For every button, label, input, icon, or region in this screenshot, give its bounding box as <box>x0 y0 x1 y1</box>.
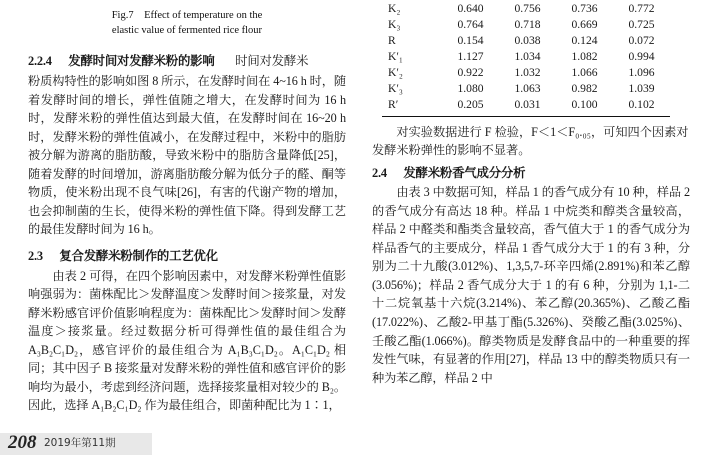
cell: 0.669 <box>571 17 598 31</box>
row-label: K₂ <box>388 1 401 15</box>
table-body <box>382 0 670 114</box>
figure-caption-line1: Effect of temperature on the <box>144 10 263 21</box>
table-bottom-rule <box>382 116 670 117</box>
cell: 1.034 <box>514 49 541 63</box>
cell: 0.031 <box>514 97 541 111</box>
section-number-2-3: 2.3 <box>28 248 43 263</box>
left-column <box>28 0 346 420</box>
row-label: K′₁ <box>388 49 403 63</box>
section-title-2-3: 复合发酵米粉制作的工艺优化 <box>59 247 218 263</box>
section-title-2-2-4: 发酵时间对发酵米粉的影响 <box>68 53 215 69</box>
table-row <box>382 80 670 96</box>
cell: 0.982 <box>571 81 598 95</box>
cell: 0.994 <box>628 49 655 63</box>
cell: 0.725 <box>628 17 655 31</box>
section-title-2-4: 发酵米粉香气成分分析 <box>403 164 526 180</box>
cell: 1.063 <box>514 81 541 95</box>
cell: 0.124 <box>571 33 598 47</box>
cell: 0.772 <box>628 1 655 15</box>
cell: 0.640 <box>457 1 484 15</box>
cell: 0.205 <box>457 97 484 111</box>
cell: 0.764 <box>457 17 484 31</box>
cell: 1.080 <box>457 81 484 95</box>
row-label: K′₂ <box>388 65 403 79</box>
cell: 0.038 <box>514 33 541 47</box>
cell: 1.039 <box>628 81 655 95</box>
page-number: 208 <box>8 432 37 453</box>
page-footer <box>0 429 713 463</box>
cell: 0.154 <box>457 33 484 47</box>
section-heading-2-3 <box>28 247 346 266</box>
paragraph-2-3: 由表 2 可得，在四个影响因素中，对发酵米粉弹性值影响强弱为：菌株配比＞发酵温度＞发酵时间＞接浆量，对发酵米粉感官评价值影响程度为：菌株配比＞发酵时间＞发酵温度＞接浆量。经过数据分析可得弹性值的最佳组合为 A₃B₂C₁D₂，感官评价的最佳组合为 A₁B₃C₁D₂。A₁C₁D₂ 相同；其中因子 B 接浆量对发酵米粉的弹性值和感官评价的影响均为最小，考虑到经济问题，选择接浆量相对较少的 B₂。因此，选择 A₁B₂C₁D₂ 作为最佳组合，即菌种配比为 1∶1， <box>28 268 346 413</box>
cell: 0.102 <box>628 97 655 111</box>
cell: 0.718 <box>514 17 541 31</box>
cell: 1.082 <box>571 49 598 63</box>
table-row <box>382 32 670 48</box>
cell: 1.032 <box>514 65 541 79</box>
section-number-2-4: 2.4 <box>372 165 387 180</box>
row-label: R <box>388 33 396 47</box>
paragraph-2-4: 由表 3 中数据可知，样品 1 的香气成分有 10 种，样品 2 的香气成分有高达 18 种。样品 1 中烷类和醇类含量较高，样品 2 中醛类和酯类含量较高，香气值大于 1 的香气成分为样品香气的主要成分，样品 1 香气成分大于 1 的有 3 种，分别为二十九酸(3.012%)、1,3,5,7-环辛四烯(2.891%)和苯乙醇(3.056%)；样品 2 香气成分大于 1 的有 6 种，分别为 1,1-二十二烷氧基十六烷(3.214%)、苯乙醇(20.365%)、乙酸乙酯(17.022%)、乙酸2-甲基丁酯(5.326%)、癸酸乙酯(3.025%)、壬酸乙酯(1.066%)。醇类物质是发酵食品中的一种重要的挥发性气味，有显著的作用[27]，样品 13 中的醇类物质只有一种为苯乙醇，样品 2 中 <box>372 185 690 385</box>
table-row <box>382 0 670 16</box>
table-note: 对实验数据进行 F 检验，F＜1＜F₀.₀₅，可知四个因素对发酵米粉弹性的影响不显著。 <box>372 124 689 158</box>
row-label: K₃ <box>388 17 401 31</box>
cell: 0.736 <box>571 1 598 15</box>
cell: 0.922 <box>457 65 484 79</box>
table-row <box>382 64 670 80</box>
issue-label: 2019年第11期 <box>44 437 116 449</box>
figure-caption <box>28 8 346 38</box>
row-label: K′₃ <box>388 81 403 95</box>
table-row <box>382 96 670 114</box>
row-label: R′ <box>388 97 399 111</box>
section-heading-2-4 <box>372 164 690 183</box>
cell: 0.100 <box>571 97 598 111</box>
orthogonal-results-table <box>382 0 670 114</box>
section-2-2-4-lead: 时间对发酵米 <box>235 54 309 69</box>
cell: 1.066 <box>571 65 598 79</box>
figure-label: Fig.7 <box>111 10 134 21</box>
cell: 1.127 <box>457 49 484 63</box>
cell: 1.096 <box>628 65 655 79</box>
right-column <box>372 0 690 440</box>
section-heading-2-2-4 <box>28 52 346 71</box>
cell: 0.756 <box>514 1 541 15</box>
section-number-2-2-4: 2.2.4 <box>28 54 52 69</box>
table-row <box>382 48 670 64</box>
figure-caption-line2: elastic value of fermented rice flour <box>111 25 263 37</box>
paragraph-2-2-4: 粉质构特性的影响如图 8 所示，在发酵时间在 4~16 h 时，随着发酵时间的增长，弹性值随之增大，在发酵时间为 16 h 时，发酵米粉的弹性值达到最大值，在发酵时间在 16~20 h 时，发酵米粉的弹性值减小，在发酵过程中，米粉中的脂肪被分解为游离的脂肪酸，导致米粉中的脂肪含量降低[25]，随着发酵的时间增加，游离脂肪酸分解为低分子的醛、酮等物质，使米粉出现不良气味[26]，有害的代谢产物的增加，也会抑制菌的生长，使得米粉的弹性值下降。得到发酵工艺的最佳发酵时间为 16 h。 <box>28 74 346 237</box>
cell: 0.072 <box>628 33 655 47</box>
table-row <box>382 16 670 32</box>
